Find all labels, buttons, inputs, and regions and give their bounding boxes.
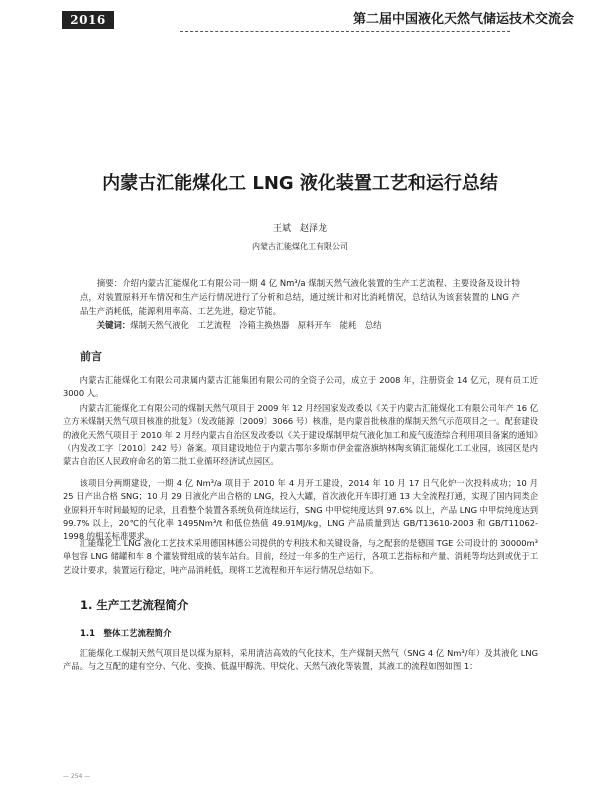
preface-paragraph: 内蒙古汇能煤化工有限公司的煤制天然气项目于 2009 年 12 月经国家发改委以《关于内蒙古汇能煤化工有限公司年产 16 亿立方米煤制天然气项目核准的批复》（发改能源〔2009〕3066 号）核准，是内蒙首批核准的煤制天然气示范项目之一。配套建设的液化天然气项目于 2010 年 2 月经内蒙古自治区发改委以《关于建设煤制甲烷气液化加工和废气废渣综合利用项目备案的通知》（内发改工字〔2010〕242 号）备案。项目建设地位于内蒙古鄂尔多斯市伊金霍洛旗纳林陶亥镇汇能煤化工工业园，该园区是内蒙古自治区人民政府命名的第二批工业循环经济试点园区。 [63,403,538,467]
preface-heading: 前言 [80,350,102,363]
section-1-1-heading: 1.1 整体工艺流程简介 [80,629,172,639]
preface-paragraph: 汇能煤化工 LNG 液化工艺技术采用德国林德公司提供的专利技术和关键设备，与之配套的是德国 TGE 公司设计的 30000m³ 单包容 LNG 储罐和车 8 个灌装臂组成的装车站台。目前，经过一年多的生产运行，各项工艺指标和产量、消耗等均达到或优于工艺设计要求，装置运行稳定，吨产品消耗低，现将工艺流程和开车运行情况总结如下。 [63,538,538,575]
paper-title: 内蒙古汇能煤化工 LNG 液化装置工艺和运行总结 [102,173,498,194]
conference-title: 第二届中国液化天然气储运技术交流会 [352,12,574,27]
header-divider [180,31,510,32]
section-1-1-paragraph: 汇能煤化工煤制天然气项目是以煤为原料，采用清洁高效的气化技术，生产煤制天然气（SNG 4 亿 Nm³/年）及其液化 LNG 产品。与之互配的建有空分、气化、变换、低温甲醇洗、甲烷化、天然气液化等装置，其液工的流程如图如图 1： [63,648,538,672]
keywords [80,318,520,332]
paper-authors: 王斌 赵泽龙 [272,224,327,234]
page-footer: — 254 — [63,773,91,780]
running-header [62,11,574,29]
paper-affiliation: 内蒙古汇能煤化工有限公司 [252,242,348,251]
keywords-label: 关键词： [96,320,131,330]
year-badge: 2016 [62,11,114,29]
preface-paragraph: 该项目分两期建设，一期 4 亿 Nm³/a 项目于 2010 年 4 月开工建设，2014 年 10 月 17 日气化炉一次投料成功；10 月 25 日产出合格 SNG；10 月 29 日液化产出合格的 LNG，投入大罐，首次液化开车即打通 13 大全流程打通，实现了国内同类企业原料开车时间最短的记录，且看整个装置各系统负荷连续运行，SNG 中甲烷纯度达到 97.6% 以上，产品 LNG 中甲烷纯度达到 99.7% 以上，20℃的气化率 1495Nm³/t 和低位热值 49.91MJ/kg，LNG 产品质量到达 GB/T13610-2003 和 GB/T11062-1998 的相关标准要求。 [63,478,538,542]
abstract: 摘要：介绍内蒙古汇能煤化工有限公司一期 4 亿 Nm³/a 煤制天然气液化装置的生产工艺流程、主要设备及设计特点，对装置原料开车情况和生产运行情况进行了分析和总结，通过统计和对比消耗情况，总结认为该套装置的 LNG 产品生产消耗低，能源利用率高、工艺先进，稳定节能。 [80,278,520,316]
keywords-text: 煤制天然气液化 工艺流程 冷箱主换热器 原料开车 能耗 总结 [130,320,382,330]
preface-paragraph: 内蒙古汇能煤化工有限公司隶属内蒙古汇能集团有限公司的全资子公司，成立于 2008 年，注册资金 14 亿元，现有员工近 3000 人。 [63,375,538,399]
section-1-heading: 1. 生产工艺流程简介 [80,598,189,612]
